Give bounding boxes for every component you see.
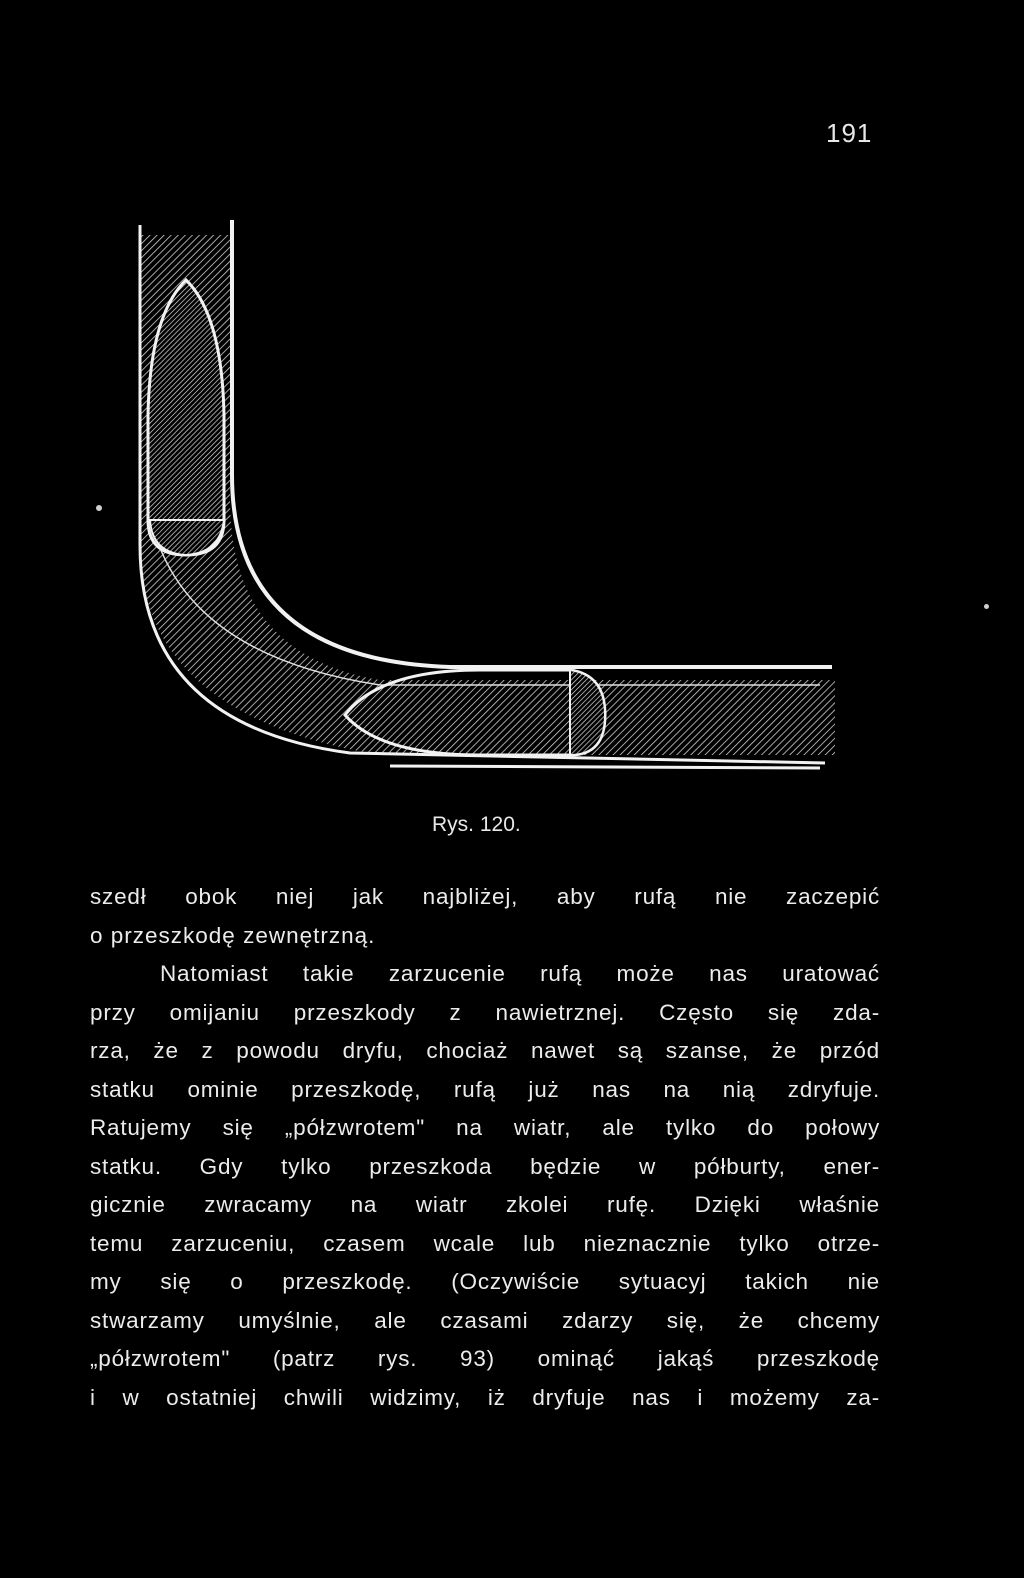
track-curve: [232, 220, 832, 667]
page-number: 191: [826, 118, 873, 148]
figure-caption: Rys. 120.: [432, 813, 521, 836]
figure-120: [120, 215, 840, 780]
shore-line: [390, 766, 820, 768]
hatched-channel: [140, 235, 835, 755]
speck-left: [96, 505, 102, 511]
speck-right: [984, 604, 989, 609]
text-line: o przeszkodę zewnętrzną.: [90, 922, 376, 948]
text-line: przy omijaniu przeszkody z nawietrznej. Często się zda-: [90, 999, 880, 1025]
text-line: „półzwrotem" (patrz rys. 93) ominąć jakąś przeszkodę: [90, 1346, 880, 1371]
text-line: statku. Gdy tylko przeszkoda będzie w półburty, ener-: [90, 1153, 880, 1179]
text-line: i w ostatniej chwili widzimy, iż dryfuje nas i możemy za-: [90, 1384, 880, 1410]
text-line: szedł obok niej jak najbliżej, aby rufą nie zaczepić: [90, 884, 880, 909]
text-line: statku ominie przeszkodę, rufą już nas na nią zdryfuje.: [90, 1076, 880, 1102]
text-line: Ratujemy się „półzwrotem" na wiatr, ale tylko do połowy: [90, 1115, 880, 1140]
text-line: Natomiast takie zarzucenie rufą może nas uratować: [160, 961, 880, 986]
text-line: my się o przeszkodę. (Oczywiście sytuacyj takich nie: [90, 1269, 880, 1294]
text-line: rza, że z powodu dryfu, chociaż nawet są szanse, że przód: [90, 1038, 880, 1063]
text-line: stwarzamy umyślnie, ale czasami zdarzy się, że chcemy: [90, 1307, 880, 1333]
text-line: gicznie zwracamy na wiatr zkolei rufę. Dzięki właśnie: [90, 1192, 880, 1217]
body-text: [90, 878, 880, 1417]
text-line: temu zarzuceniu, czasem wcale lub nieznacznie tylko otrze-: [90, 1230, 880, 1256]
